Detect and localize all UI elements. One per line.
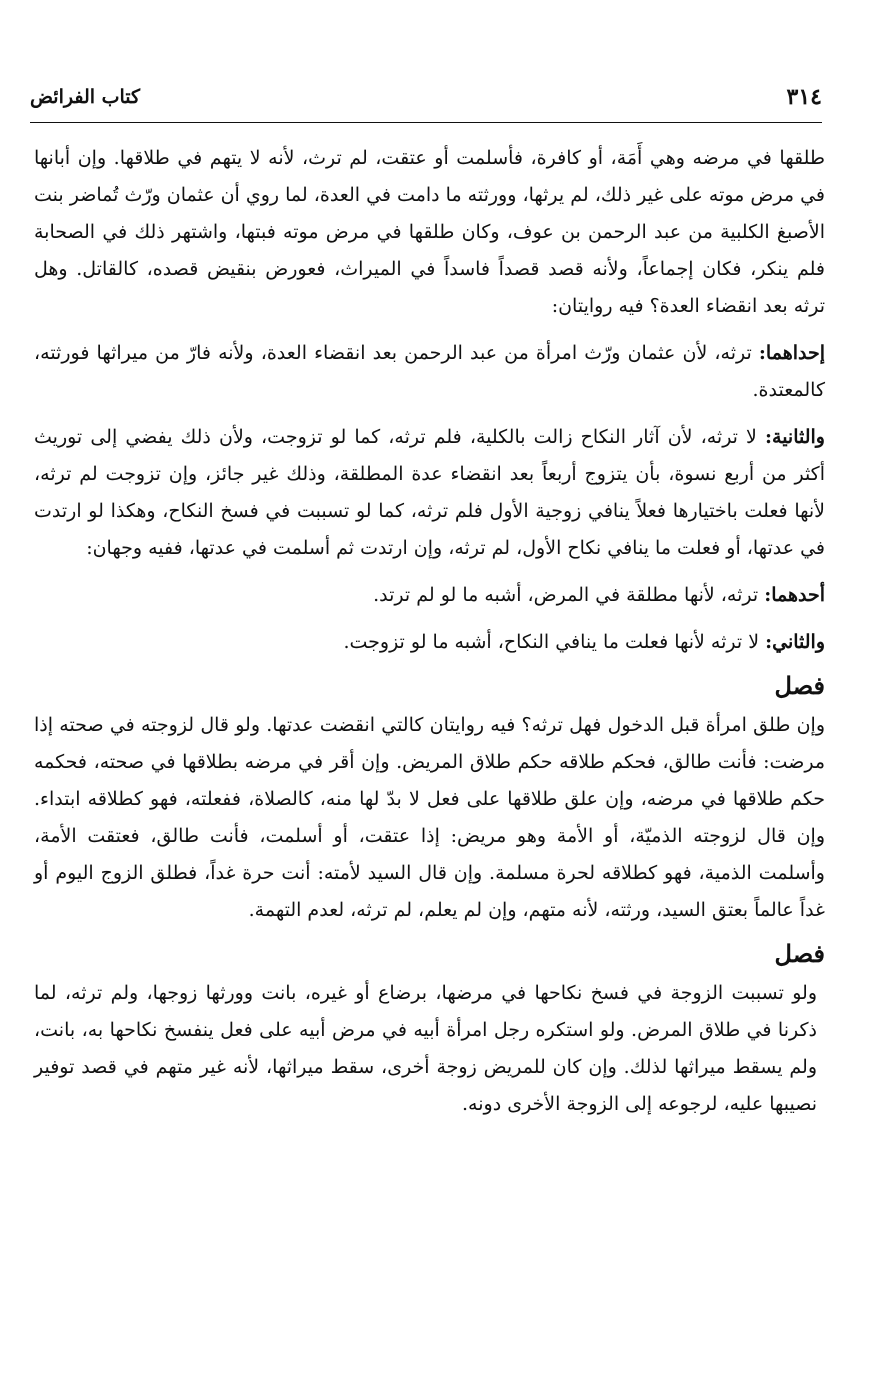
paragraph-5-lead: والثاني:	[765, 631, 825, 653]
paragraph-5-text: لا ترثه لأنها فعلت ما ينافي النكاح، أشبه ما لو تزوجت.	[343, 631, 766, 653]
paragraph-4-lead: أحدهما:	[764, 584, 825, 606]
paragraph-3-lead: والثانية:	[765, 426, 825, 448]
page-header	[30, 84, 822, 118]
section-heading-2: فصل	[774, 939, 825, 968]
paragraph-5	[34, 624, 825, 661]
paragraph-6: وإن طلق امرأة قبل الدخول فهل ترثه؟ فيه روايتان كالتي انقضت عدتها. ولو قال لزوجته في صحته إذا مرضت: فأنت طالق، فحكم طلاقه حكم طلاق المريض. وإن أقر في مرضه بطلاقها في صحته، فحكمه حكم طلاقها في مرضه، وإن علق طلاقها على فعل لا بدّ لها منه، كالصلاة، ففعلته، فهو كطلاقه ابتداء. وإن قال لزوجته الذميّة، أو الأمة وهو مريض: إذا عتقت، أو أسلمت، فأنت طالق، فعتقت الأمة، وأسلمت الذمية، فهو كطلاقه لحرة مسلمة. وإن قال السيد لأمته: أنت حرة غداً، فطلق الزوج اليوم أو غداً عالماً بعتق السيد، ورثته، لأنه متهم، وإن لم يعلم، لم ترثه، لعدم التهمة.	[34, 714, 825, 921]
page-number: ٣١٤	[786, 84, 822, 110]
paragraph-3-text: لا ترثه، لأن آثار النكاح زالت بالكلية، فلم ترثه، كما لو تزوجت، ولأن ذلك يفضي إلى توريث أكثر من أربع نسوة، بأن يتزوج أربعاً بعد انقضاء عدة المطلقة، وذلك غير جائز، وإن تزوجت لم ترثه، لأنها فعلت باختيارها فعلاً ينافي زوجية الأول فلم ترثه، كما لو تسببت في فسخ النكاح، وهكذا لو ارتدت في عدتها، أو فعلت ما ينافي نكاح الأول، لم ترثه، وإن ارتدت ثم أسلمت في عدتها، ففيه وجهان:	[34, 426, 825, 559]
paragraph-2-text: ترثه، لأن عثمان ورّث امرأة من عبد الرحمن بعد انقضاء العدة، ولأنه فارّ من ميراثها فورثته، كالمعتدة.	[34, 342, 825, 401]
section-heading-1: فصل	[774, 671, 825, 700]
paragraph-2-lead: إحداهما:	[758, 342, 825, 364]
header-rule	[30, 122, 822, 123]
paragraph-3	[34, 419, 825, 567]
paragraph-4	[34, 577, 825, 614]
body-text	[34, 140, 825, 1123]
paragraph-4-text: ترثه، لأنها مطلقة في المرض، أشبه ما لو لم ترتد.	[373, 584, 765, 606]
paragraph-7: ولو تسببت الزوجة في فسخ نكاحها في مرضها، برضاع أو غيره، بانت وورثها زوجها، ولم ترثه، لما ذكرنا في طلاق المرض. ولو استكره رجل امرأة أبيه في مرض أبيه على فعل ينفسخ نكاحها به، بانت، ولم يسقط ميراثها لذلك. وإن كان للمريض زوجة أخرى، سقط ميراثها، لأنه غير متهم في قصد توفير نصيبها عليه، لرجوعه إلى الزوجة الأخرى دونه.	[34, 982, 817, 1115]
paragraph-1: طلقها في مرضه وهي أَمَة، أو كافرة، فأسلمت أو عتقت، لم ترث، لأنه لا يتهم في طلاقها. وإن أبانها في مرض موته على غير ذلك، لم يرثها، وورثته ما دامت في العدة، لما روي أن عثمان ورّث تُماضر بنت الأصبغ الكلبية من عبد الرحمن بن عوف، وكان طلقها في مرض موته فبتها، واشتهر ذلك في الصحابة فلم ينكر، فكان إجماعاً، ولأنه قصد قصداً فاسداً في الميراث، فعورض بنقيض قصده، كالقاتل. وهل ترثه بعد انقضاء العدة؟ فيه روايتان:	[34, 147, 825, 317]
paragraph-2	[34, 335, 825, 409]
running-title: كتاب الفرائض	[30, 86, 141, 108]
